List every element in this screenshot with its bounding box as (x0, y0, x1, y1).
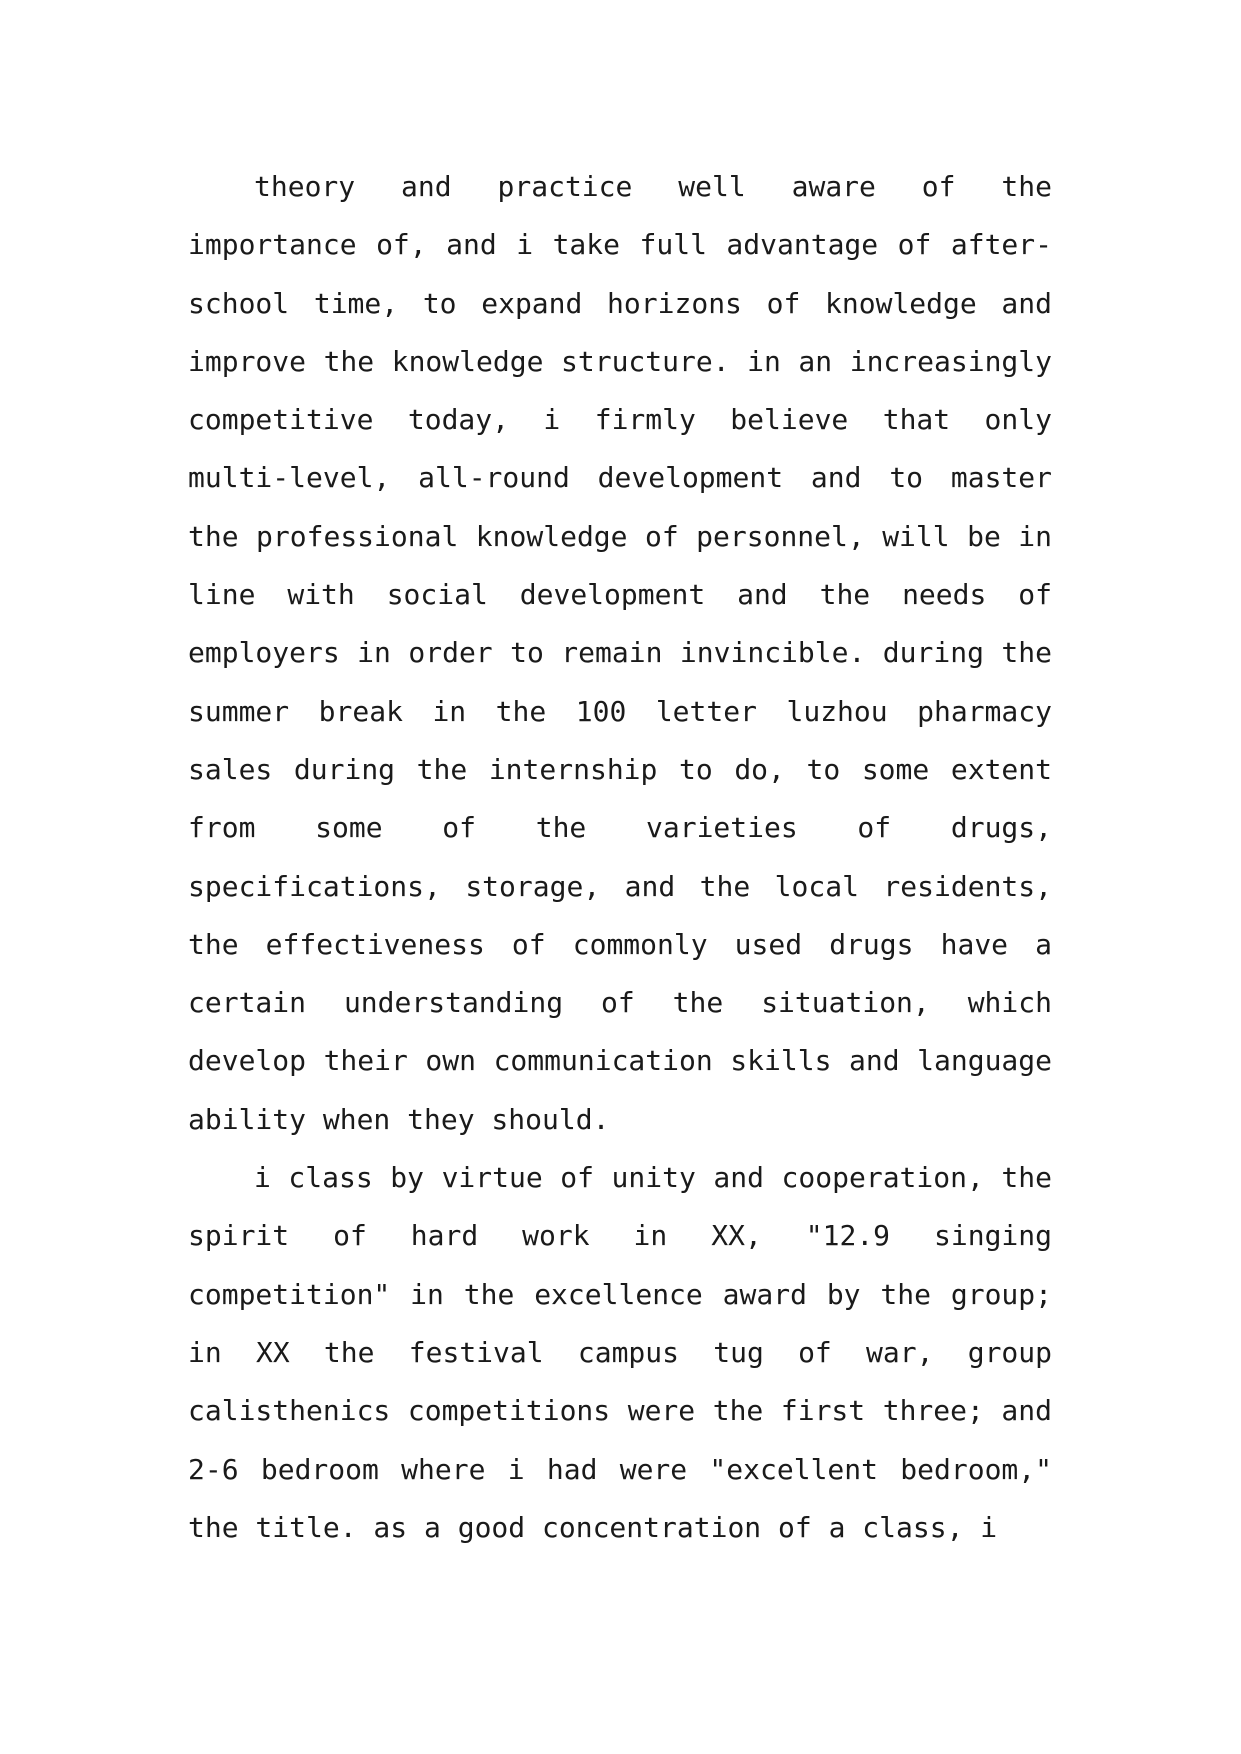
paragraph-1: theory and practice well aware of the importance of, and i take full advantage of after-school time, to expand horizons of knowledge and improve the knowledge structure. in an increasingly competitive today, i firmly believe that only multi-level, all-round development and to master the professional knowledge of personnel, will be in line with social development and the needs of employers in order to remain invincible. during the summer break in the 100 letter luzhou pharmacy sales during the internship to do, to some extent from some of the varieties of drugs, specifications, storage, and the local residents, the effectiveness of commonly used drugs have a certain understanding of the situation, which develop their own communication skills and language ability when they should. (188, 170, 1052, 1136)
paragraph-2: i class by virtue of unity and cooperation, the spirit of hard work in XX, "12.9 singing competition" in the excellence award by the group; in XX the festival campus tug of war, group calisthenics competitions were the first three; and 2-6 bedroom where i had were "excellent bedroom," the title. as a good concentration of a class, i (188, 1161, 1052, 1544)
document-body (188, 158, 1052, 1557)
